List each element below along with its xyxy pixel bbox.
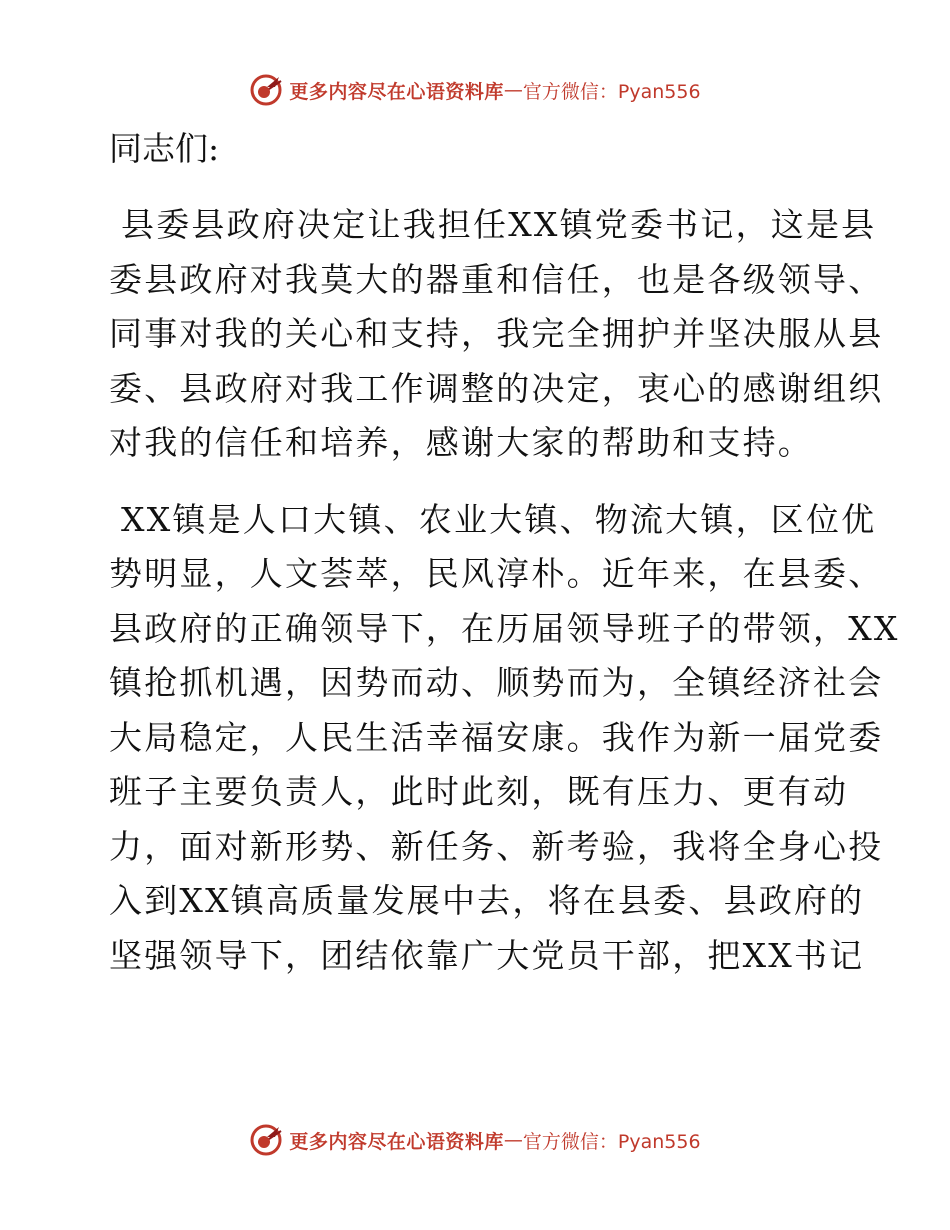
paragraph-line: 力，面对新形势、新任务、新考验，我将全身心投 <box>109 826 884 866</box>
document-body <box>97 122 900 1005</box>
paragraph-line: 镇抢抓机遇，因势而动、顺势而为，全镇经济社会 <box>109 663 884 702</box>
paragraph-line: 班子主要负责人，此时此刻，既有压力、更有动 <box>109 772 849 811</box>
banner-separator: — <box>503 79 523 101</box>
paragraph-line: 势明显，人文荟萃，民风淳朴。近年来，在县委、 <box>109 554 884 593</box>
greeting: 同志们: <box>109 129 220 168</box>
banner-wechat-text: 官方微信：Pyan556 <box>522 1130 701 1153</box>
paragraph-line: 委、县政府对我工作调整的决定，衷心的感谢组织 <box>109 368 884 408</box>
brand-logo-icon <box>249 73 283 107</box>
brand-logo-icon <box>249 1123 283 1157</box>
paragraph-line: 委县政府对我莫大的器重和信任，也是各级领导、 <box>109 259 884 299</box>
banner-wechat-text: 官方微信：Pyan556 <box>522 80 701 103</box>
paragraph-1 <box>97 198 884 471</box>
banner-brand-text: 更多内容尽在心语资料库 <box>289 1130 504 1153</box>
header-banner <box>0 70 950 110</box>
paragraph-line: 坚强领导下，团结依靠广大党员干部，把XX书记 <box>109 935 865 975</box>
paragraph-line: 同事对我的关心和支持，我完全拥护并坚决服从县 <box>109 314 884 353</box>
paragraph-line: 县委县政府决定让我担任XX镇党委书记，这是县 <box>121 205 877 244</box>
paragraph-2 <box>97 493 900 984</box>
paragraph-line: 县政府的正确领导下，在历届领导班子的带领，XX <box>109 608 900 648</box>
paragraph-line: 入到XX镇高质量发展中去，将在县委、县政府的 <box>109 881 865 920</box>
banner-brand-text: 更多内容尽在心语资料库 <box>289 80 504 103</box>
paragraph-line: XX镇是人口大镇、农业大镇、物流大镇，区位优 <box>121 499 877 539</box>
banner-separator: — <box>503 1129 523 1151</box>
paragraph-line: 对我的信任和培养，感谢大家的帮助和支持。 <box>109 423 813 462</box>
paragraph-line: 大局稳定，人民生活幸福安康。我作为新一届党委 <box>109 717 884 757</box>
footer-banner <box>0 1120 950 1160</box>
